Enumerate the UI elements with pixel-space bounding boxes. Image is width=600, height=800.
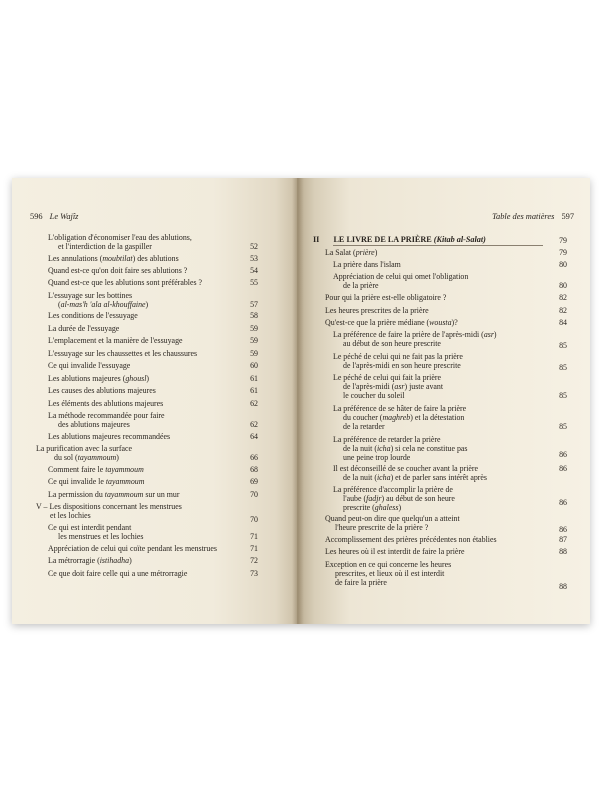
toc-entry-line: Le péché de celui qui fait la prière — [333, 373, 441, 382]
toc-page-number: 86 — [559, 498, 567, 507]
toc-entry — [333, 464, 487, 482]
toc-entry-line: l'heure prescrite de la prière ? — [335, 523, 429, 532]
toc-entry-line: La préférence d'accomplir la prière de — [333, 485, 453, 494]
toc-entry — [48, 386, 156, 395]
toc-entry-line: le coucher du soleil — [343, 391, 405, 400]
toc-entry — [48, 432, 170, 441]
toc-entry-line: La permission du tayammoum sur un mur — [48, 490, 180, 499]
toc-entry-line: de la nuit (icha) et de parler sans intérêt après — [343, 473, 487, 482]
toc-entry-line: La méthode recommandée pour faire — [48, 411, 165, 420]
toc-page-number: 61 — [250, 386, 258, 395]
toc-entry-line: prescrite (ghaless) — [343, 503, 402, 512]
right-page — [297, 178, 590, 624]
left-page — [12, 178, 299, 624]
toc-entry-line: prescrites, et lieux où il est interdit — [335, 569, 445, 578]
toc-entry-line: Les causes des ablutions majeures — [48, 386, 156, 395]
toc-entry — [48, 399, 163, 408]
toc-entry-line: et les lochies — [50, 511, 91, 520]
toc-page-number: 73 — [250, 569, 258, 578]
toc-page-number: 88 — [559, 582, 567, 591]
toc-page-number: 86 — [559, 464, 567, 473]
toc-entry-line: L'obligation d'économiser l'eau des ablutions, — [48, 233, 192, 242]
toc-page-number: 61 — [250, 374, 258, 383]
toc-page-number: 68 — [250, 465, 258, 474]
section-numeral: II — [313, 235, 320, 244]
toc-entry — [48, 349, 197, 358]
toc-page-number: 86 — [559, 525, 567, 534]
toc-entry-line: Ce qui invalide le tayammoum — [48, 477, 145, 486]
toc-entry — [325, 306, 429, 315]
right-running-head — [492, 212, 574, 221]
toc-page-number: 55 — [250, 278, 258, 287]
toc-entry — [48, 311, 138, 320]
right-running-title: Table des matières — [492, 212, 555, 221]
toc-entry-line: La durée de l'essuyage — [48, 324, 120, 333]
section-heading — [313, 235, 486, 244]
toc-entry-line: Ce qui est interdit pendant — [48, 523, 132, 532]
toc-entry-line: Ce que doit faire celle qui a une métrorragie — [48, 569, 188, 578]
toc-entry-line: de la nuit (icha) si cela ne constitue pas — [343, 444, 468, 453]
toc-entry — [325, 547, 465, 556]
toc-entry — [333, 404, 466, 431]
toc-entry-line: l'aube (fadjr) au début de son heure — [343, 494, 455, 503]
toc-entry-line: Les ablutions majeures recommandées — [48, 432, 171, 441]
toc-entry — [333, 435, 467, 462]
toc-entry-line: Les heures où il est interdit de faire la prière — [325, 547, 465, 556]
toc-page-number: 62 — [250, 399, 258, 408]
toc-page-number: 80 — [559, 260, 567, 269]
toc-entry — [36, 502, 182, 520]
toc-page-number: 84 — [559, 318, 567, 327]
toc-entry-line: Appréciation de celui qui omet l'obligation — [333, 272, 469, 281]
toc-page-number: 54 — [250, 266, 258, 275]
toc-entry — [325, 560, 451, 587]
toc-entry — [325, 514, 460, 532]
toc-entry-line: Quand est-ce que les ablutions sont préférables ? — [48, 278, 203, 287]
toc-entry-line: Accomplissement des prières précédentes non établies — [325, 535, 497, 544]
toc-page-number: 71 — [250, 544, 258, 553]
toc-entry — [48, 544, 217, 553]
toc-page-number: 86 — [559, 450, 567, 459]
toc-page-number: 58 — [250, 311, 258, 320]
toc-entry-line: Qu'est-ce que la prière médiane (wousta)? — [325, 318, 458, 327]
toc-entry — [333, 373, 443, 400]
toc-entry-line: et l'interdiction de la gaspiller — [58, 242, 152, 251]
book-gutter — [292, 178, 304, 624]
section-rule — [333, 245, 543, 246]
toc-entry-line: V – Les dispositions concernant les menstrues — [36, 502, 182, 511]
toc-entry-line: de faire la prière — [335, 578, 387, 587]
toc-page-number: 59 — [250, 336, 258, 345]
toc-entry-line: Le péché de celui qui ne fait pas la prière — [333, 352, 463, 361]
toc-page-number: 52 — [250, 242, 258, 251]
toc-entry-line: du coucher (maghreb) et la détestation — [343, 413, 465, 422]
toc-page-number: 70 — [250, 515, 258, 524]
toc-entry-line: La préférence de faire la prière de l'après-midi (asr) — [333, 330, 497, 339]
toc-entry-line: Les ablutions majeures (ghousl) — [48, 374, 150, 383]
left-running-title: Le Wajîz — [49, 212, 79, 221]
toc-entry-line: Les éléments des ablutions majeures — [48, 399, 164, 408]
toc-entry-line: (al-mas'h 'ala al-khouffaine) — [58, 300, 149, 309]
toc-entry-line: Les annulations (moubtilat) des ablutions — [48, 254, 179, 263]
toc-entry-line: Quand peut-on dire que quelqu'un a atteint — [325, 514, 460, 523]
section-page: 79 — [559, 236, 567, 245]
toc-entry — [48, 523, 143, 541]
toc-entry — [48, 361, 130, 370]
toc-entry-line: Comment faire le tayammoum — [48, 465, 144, 474]
toc-page-number: 80 — [559, 281, 567, 290]
toc-entry — [325, 318, 458, 327]
toc-page-number: 70 — [250, 490, 258, 499]
toc-entry-line: de la retarder — [343, 422, 385, 431]
toc-entry-line: Ce qui invalide l'essuyage — [48, 361, 131, 370]
toc-entry-line: Quand est-ce qu'on doit faire ses ablutions ? — [48, 266, 188, 275]
toc-page-number: 88 — [559, 547, 567, 556]
toc-page-number: 53 — [250, 254, 258, 263]
toc-page-number: 64 — [250, 432, 258, 441]
toc-entry-line: Appréciation de celui qui coïte pendant les menstrues — [48, 544, 217, 553]
toc-entry-line: du sol (tayammoum) — [54, 453, 119, 462]
toc-entry — [48, 465, 144, 474]
toc-entry — [325, 293, 446, 302]
toc-page-number: 60 — [250, 361, 258, 370]
book-spread — [12, 178, 590, 624]
toc-entry-line: La purification avec la surface — [36, 444, 132, 453]
toc-page-number: 85 — [559, 341, 567, 350]
toc-page-number: 59 — [250, 349, 258, 358]
toc-entry — [36, 444, 132, 462]
toc-entry — [48, 254, 179, 263]
toc-page-number: 62 — [250, 420, 258, 429]
toc-entry — [48, 291, 148, 309]
toc-page-number: 79 — [559, 248, 567, 257]
toc-page-number: 85 — [559, 391, 567, 400]
toc-entry-line: Exception en ce qui concerne les heures — [325, 560, 452, 569]
toc-entry — [333, 352, 463, 370]
toc-entry — [333, 260, 401, 269]
toc-page-number: 59 — [250, 324, 258, 333]
toc-page-number: 87 — [559, 535, 567, 544]
toc-entry — [325, 248, 377, 257]
toc-entry — [48, 233, 192, 251]
toc-page-number: 82 — [559, 306, 567, 315]
toc-entry-line: Il est déconseillé de se coucher avant la prière — [333, 464, 479, 473]
left-page-number: 596 — [30, 212, 43, 221]
toc-entry-line: de l'après-midi (asr) juste avant — [343, 382, 444, 391]
toc-entry — [48, 324, 119, 333]
toc-page-number: 85 — [559, 422, 567, 431]
toc-entry-line: La préférence de retarder la prière — [333, 435, 441, 444]
toc-entry-line: les menstrues et les lochies — [58, 532, 144, 541]
toc-entry — [333, 272, 468, 290]
toc-entry — [48, 374, 149, 383]
toc-entry — [48, 569, 187, 578]
toc-page-number: 72 — [250, 556, 258, 565]
toc-entry-line: Les heures prescrites de la prière — [325, 306, 429, 315]
toc-entry-line: une peine trop lourde — [343, 453, 411, 462]
left-running-head — [30, 212, 78, 221]
toc-page-number: 71 — [250, 532, 258, 541]
toc-entry-line: La préférence de se hâter de faire la prière — [333, 404, 467, 413]
toc-entry — [48, 477, 144, 486]
toc-entry-line: La prière dans l'islam — [333, 260, 401, 269]
toc-entry — [48, 556, 132, 565]
toc-entry — [48, 278, 202, 287]
toc-entry-line: Pour qui la prière est-elle obligatoire ? — [325, 293, 447, 302]
toc-entry-line: Les conditions de l'essuyage — [48, 311, 138, 320]
toc-page-number: 69 — [250, 477, 258, 486]
toc-entry-line: L'essuyage sur les chaussettes et les chaussures — [48, 349, 198, 358]
toc-page-number: 82 — [559, 293, 567, 302]
toc-entry-line: des ablutions majeures — [58, 420, 130, 429]
toc-page-number: 57 — [250, 300, 258, 309]
toc-entry-line: de la prière — [343, 281, 379, 290]
toc-entry-line: au début de son heure prescrite — [343, 339, 441, 348]
toc-entry — [325, 535, 497, 544]
toc-entry — [48, 411, 165, 429]
toc-entry — [48, 336, 183, 345]
toc-entry — [333, 485, 455, 512]
toc-entry — [48, 266, 187, 275]
section-title: LE LIVRE DE LA PRIÈRE — [333, 235, 432, 244]
toc-entry — [48, 490, 180, 499]
toc-page-number: 66 — [250, 453, 258, 462]
toc-entry-line: L'emplacement et la manière de l'essuyage — [48, 336, 183, 345]
toc-entry-line: L'essuyage sur les bottines — [48, 291, 133, 300]
toc-entry-line: La métrorragie (istihadha) — [48, 556, 132, 565]
section-arabic: (Kitab al-Salat) — [433, 235, 486, 244]
toc-entry-line: La Salat (prière) — [325, 248, 378, 257]
toc-entry-line: de l'après-midi en son heure prescrite — [343, 361, 461, 370]
toc-entry — [333, 330, 497, 348]
toc-page-number: 85 — [559, 363, 567, 372]
right-page-number: 597 — [561, 212, 574, 221]
